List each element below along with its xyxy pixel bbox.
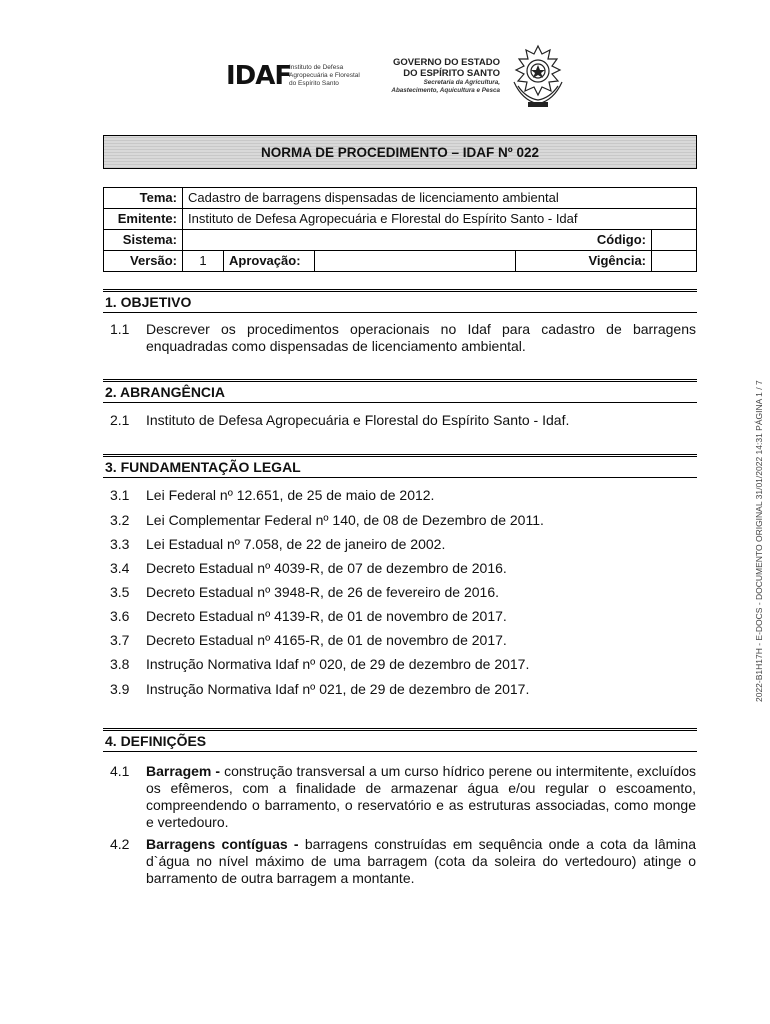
- list-item: [110, 763, 696, 831]
- aprovacao-value: [315, 251, 516, 272]
- idaf-subtitle-line: do Espírito Santo: [289, 80, 339, 87]
- item-text: Decreto Estadual nº 4139-R, de 01 de novembro de 2017.: [146, 608, 507, 624]
- list-item: [110, 321, 696, 355]
- list-item: [110, 836, 696, 887]
- idaf-logo: IDAF: [226, 61, 292, 91]
- item-number: 2.1: [110, 412, 130, 428]
- item-number: 3.3: [110, 536, 130, 552]
- side-stamp: 2022-B1H17H - E-DOCS - DOCUMENTO ORIGINAL 31/01/2022 14:31 PÁGINA 1 / 7: [754, 380, 764, 702]
- item-text: Lei Estadual nº 7.058, de 22 de janeiro de 2002.: [146, 536, 446, 552]
- emitente-value: Instituto de Defesa Agropecuária e Florestal do Espírito Santo - Idaf: [183, 209, 697, 230]
- section-heading: 4. DEFINIÇÕES: [103, 728, 697, 752]
- vigencia-label: Vigência:: [516, 251, 652, 272]
- item-text: [146, 763, 696, 831]
- list-item: [110, 608, 696, 625]
- item-text: Instrução Normativa Idaf nº 020, de 29 de dezembro de 2017.: [146, 656, 530, 672]
- list-item: [110, 560, 696, 577]
- item-text: Lei Complementar Federal nº 140, de 08 de Dezembro de 2011.: [146, 512, 544, 528]
- versao-value: 1: [183, 251, 224, 272]
- table-row: [104, 251, 697, 272]
- document-title: NORMA DE PROCEDIMENTO – IDAF Nº 022: [103, 135, 697, 169]
- versao-label: Versão:: [104, 251, 183, 272]
- idaf-subtitle-line: Instituto de Defesa: [289, 64, 344, 71]
- list-item: [110, 681, 696, 698]
- vigencia-value: [652, 251, 697, 272]
- item-text: Decreto Estadual nº 4039-R, de 07 de dezembro de 2016.: [146, 560, 507, 576]
- list-item: [110, 487, 696, 504]
- idaf-subtitle-line: Agropecuária e Florestal: [289, 72, 360, 79]
- sistema-value: [183, 230, 580, 251]
- list-item: [110, 512, 696, 529]
- definition-term: Barragem -: [146, 763, 221, 779]
- item-text: [146, 836, 696, 887]
- item-number: 3.6: [110, 608, 130, 624]
- definition-term: Barragens contíguas -: [146, 836, 299, 852]
- item-text: Descrever os procedimentos operacionais no Idaf para cadastro de barragens enquadradas como dispensadas de licenciamento ambiental.: [146, 321, 696, 354]
- government-logo-text: [372, 57, 500, 95]
- table-row: [104, 188, 697, 209]
- definition-text: barragens construídas em sequência onde a cota da lâmina d`água no nível máximo de uma barragem (cota da soleira do vertedouro) atinge o barramento de outra barragem a montante.: [146, 836, 696, 886]
- list-item: [110, 656, 696, 673]
- item-number: 3.9: [110, 681, 130, 697]
- list-item: [110, 412, 696, 429]
- tema-label: Tema:: [104, 188, 183, 209]
- list-item: [110, 584, 696, 601]
- item-text: Decreto Estadual nº 3948-R, de 26 de fevereiro de 2016.: [146, 584, 500, 600]
- item-number: 3.4: [110, 560, 130, 576]
- item-number: 3.1: [110, 487, 130, 503]
- item-number: 3.7: [110, 632, 130, 648]
- aprovacao-label: Aprovação:: [224, 251, 315, 272]
- section-heading: 1. OBJETIVO: [103, 289, 697, 313]
- document-info-table: [103, 187, 697, 272]
- gov-title-line: GOVERNO DO ESTADO: [393, 57, 500, 68]
- emitente-label: Emitente:: [104, 209, 183, 230]
- item-number: 3.8: [110, 656, 130, 672]
- section-heading: 3. FUNDAMENTAÇÃO LEGAL: [103, 454, 697, 478]
- item-text: Instituto de Defesa Agropecuária e Florestal do Espírito Santo - Idaf.: [146, 412, 570, 428]
- table-row: [104, 209, 697, 230]
- secretaria-line: Abastecimento, Aquicultura e Pesca: [391, 87, 500, 94]
- list-item: [110, 536, 696, 553]
- secretaria-line: Secretaria da Agricultura,: [423, 79, 500, 86]
- codigo-label: Código:: [579, 230, 652, 251]
- item-number: 4.2: [110, 836, 130, 852]
- list-item: [110, 632, 696, 649]
- gov-title-line: DO ESPÍRITO SANTO: [403, 68, 500, 79]
- item-number: 3.5: [110, 584, 130, 600]
- item-text: Decreto Estadual nº 4165-R, de 01 de novembro de 2017.: [146, 632, 507, 648]
- tema-value: Cadastro de barragens dispensadas de licenciamento ambiental: [183, 188, 697, 209]
- item-text: Instrução Normativa Idaf nº 021, de 29 de dezembro de 2017.: [146, 681, 530, 697]
- item-number: 4.1: [110, 763, 130, 779]
- definition-text: construção transversal a um curso hídrico perene ou intermitente, excluídos os efêmeros, com a finalidade de armazenar água e/ou regular o escoamento, compreendendo o barramento, o reservatório e as estruturas associadas, como monge e vertedouro.: [146, 763, 696, 830]
- item-number: 1.1: [110, 321, 130, 337]
- codigo-value: [652, 230, 697, 251]
- section-heading: 2. ABRANGÊNCIA: [103, 379, 697, 403]
- item-text: Lei Federal nº 12.651, de 25 de maio de 2012.: [146, 487, 435, 503]
- idaf-logo-subtitle: [289, 64, 360, 88]
- table-row: [104, 230, 697, 251]
- item-number: 3.2: [110, 512, 130, 528]
- state-coat-of-arms-icon: [508, 42, 568, 112]
- sistema-label: Sistema:: [104, 230, 183, 251]
